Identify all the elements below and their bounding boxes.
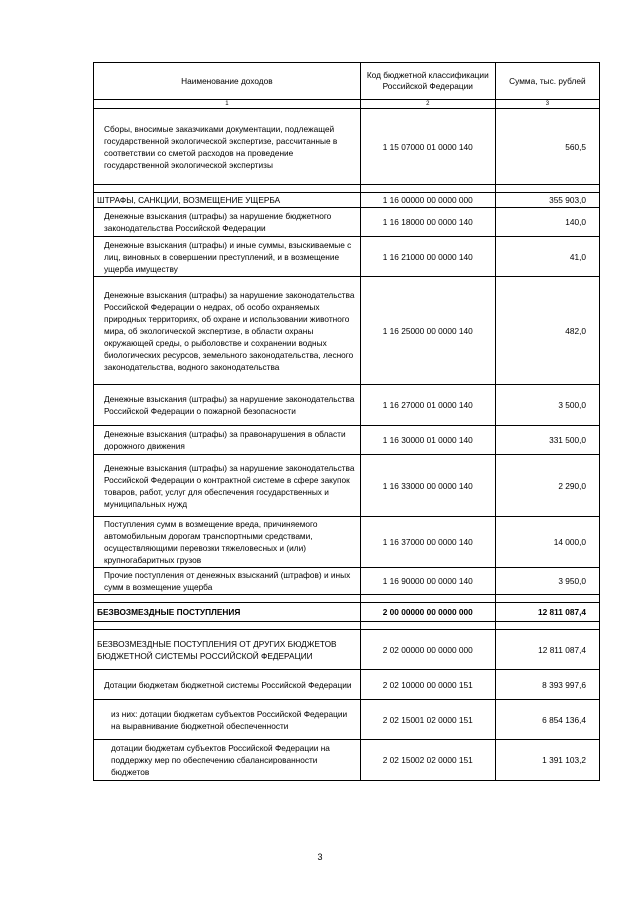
row-code: 1 16 21000 00 0000 140 [360, 237, 495, 277]
row-sum: 8 393 997,6 [495, 670, 599, 700]
row-sum: 3 500,0 [495, 385, 599, 426]
table-row [94, 740, 600, 781]
table-row [94, 385, 600, 426]
row-sum: 560,5 [495, 109, 599, 185]
table-row [94, 208, 600, 237]
table-spacer [94, 185, 600, 193]
row-name: дотации бюджетам субъектов Российской Федерации на поддержку мер по обеспечению сбалансированности бюджетов [94, 740, 361, 781]
row-code: 1 16 27000 01 0000 140 [360, 385, 495, 426]
column-number: 2 [360, 100, 495, 109]
table-spacer [94, 622, 600, 630]
row-name: Сборы, вносимые заказчиками документации, подлежащей государственной экологической экспертизе, рассчитанные в соответствии со сметой расходов на проведение государственной экологической экспертизы [94, 109, 361, 185]
row-sum: 1 391 103,2 [495, 740, 599, 781]
row-code: 1 16 18000 00 0000 140 [360, 208, 495, 237]
table-row [94, 237, 600, 277]
table-row [94, 568, 600, 595]
row-sum: 12 811 087,4 [495, 603, 599, 622]
table-row [94, 630, 600, 670]
column-numbers-row [94, 100, 600, 109]
row-code: 2 02 10000 00 0000 151 [360, 670, 495, 700]
row-code: 2 00 00000 00 0000 000 [360, 603, 495, 622]
row-name: БЕЗВОЗМЕЗДНЫЕ ПОСТУПЛЕНИЯ ОТ ДРУГИХ БЮДЖЕТОВ БЮДЖЕТНОЙ СИСТЕМЫ РОССИЙСКОЙ ФЕДЕРАЦИИ [94, 630, 361, 670]
row-name: Денежные взыскания (штрафы) за нарушение бюджетного законодательства Российской Федерации [94, 208, 361, 237]
row-sum: 41,0 [495, 237, 599, 277]
row-code: 1 15 07000 01 0000 140 [360, 109, 495, 185]
table-row [94, 517, 600, 568]
row-code: 1 16 30000 01 0000 140 [360, 426, 495, 455]
row-name: Денежные взыскания (штрафы) за нарушение законодательства Российской Федерации о контрактной системе в сфере закупок товаров, работ, услуг для обеспечения государственных и муниципальных нужд [94, 455, 361, 517]
row-name: из них: дотации бюджетам субъектов Российской Федерации на выравнивание бюджетной обеспеченности [94, 700, 361, 740]
table-header-row [94, 63, 600, 100]
header-name: Наименование доходов [94, 63, 361, 100]
header-sum: Сумма, тыс. рублей [495, 63, 599, 100]
table-spacer [94, 595, 600, 603]
row-sum: 6 854 136,4 [495, 700, 599, 740]
table-row [94, 426, 600, 455]
row-sum: 2 290,0 [495, 455, 599, 517]
row-name: Денежные взыскания (штрафы) за правонарушения в области дорожного движения [94, 426, 361, 455]
column-number: 3 [495, 100, 599, 109]
row-code: 2 02 00000 00 0000 000 [360, 630, 495, 670]
row-code: 2 02 15001 02 0000 151 [360, 700, 495, 740]
row-name: Поступления сумм в возмещение вреда, причиняемого автомобильным дорогам транспортными средствами, осуществляющими перевозки тяжеловесных и (или) крупногабаритных грузов [94, 517, 361, 568]
row-code: 1 16 33000 00 0000 140 [360, 455, 495, 517]
table-row [94, 603, 600, 622]
row-sum: 355 903,0 [495, 193, 599, 208]
row-code: 2 02 15002 02 0000 151 [360, 740, 495, 781]
row-sum: 331 500,0 [495, 426, 599, 455]
row-sum: 12 811 087,4 [495, 630, 599, 670]
row-code: 1 16 90000 00 0000 140 [360, 568, 495, 595]
row-sum: 3 950,0 [495, 568, 599, 595]
row-sum: 14 000,0 [495, 517, 599, 568]
row-name: Денежные взыскания (штрафы) и иные суммы, взыскиваемые с лиц, виновных в совершении преступлений, и в возмещение ущерба имуществу [94, 237, 361, 277]
row-name: Дотации бюджетам бюджетной системы Российской Федерации [94, 670, 361, 700]
header-code: Код бюджетной классификации Российской Федерации [360, 63, 495, 100]
table-row [94, 193, 600, 208]
row-name: ШТРАФЫ, САНКЦИИ, ВОЗМЕЩЕНИЕ УЩЕРБА [94, 193, 361, 208]
row-name: БЕЗВОЗМЕЗДНЫЕ ПОСТУПЛЕНИЯ [94, 603, 361, 622]
row-name: Денежные взыскания (штрафы) за нарушение законодательства Российской Федерации о недрах, об особо охраняемых природных территориях, об охране и использовании животного мира, об экологической экспертизе, в области охраны окружающей среды, о рыболовстве и сохранении водных биологических ресурсов, земельного законодательства, лесного законодательства, водного законодательства [94, 277, 361, 385]
table-row [94, 455, 600, 517]
page-number: 3 [317, 852, 323, 862]
row-sum: 140,0 [495, 208, 599, 237]
table-row [94, 109, 600, 185]
row-code: 1 16 25000 00 0000 140 [360, 277, 495, 385]
revenue-table [93, 62, 600, 781]
row-code: 1 16 00000 00 0000 000 [360, 193, 495, 208]
table-row [94, 700, 600, 740]
row-sum: 482,0 [495, 277, 599, 385]
row-name: Денежные взыскания (штрафы) за нарушение законодательства Российской Федерации о пожарной безопасности [94, 385, 361, 426]
row-code: 1 16 37000 00 0000 140 [360, 517, 495, 568]
table-row [94, 670, 600, 700]
table-row [94, 277, 600, 385]
column-number: 1 [94, 100, 361, 109]
row-name: Прочие поступления от денежных взысканий (штрафов) и иных сумм в возмещение ущерба [94, 568, 361, 595]
